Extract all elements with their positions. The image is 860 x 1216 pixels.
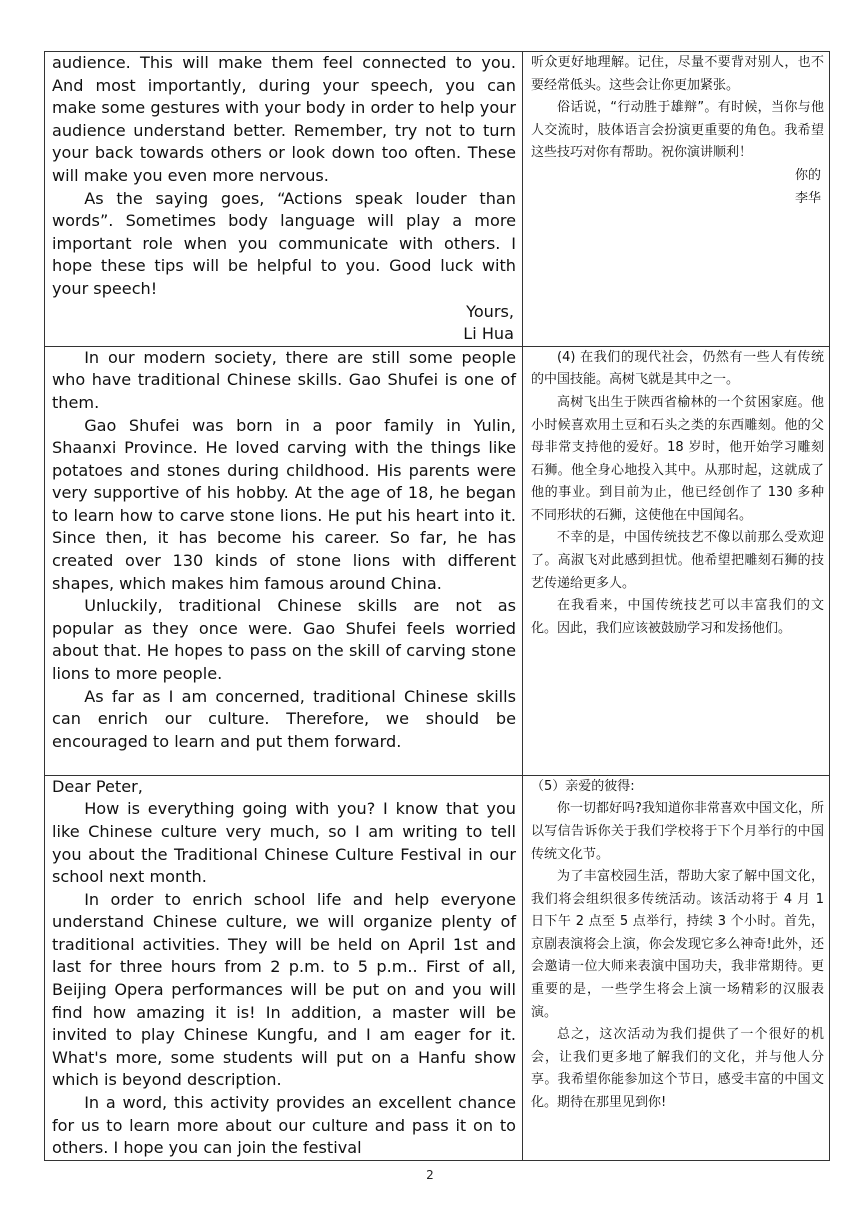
english-salutation: Dear Peter, — [52, 776, 143, 796]
english-paragraph: audience. This will make them feel connected to you. And most importantly, during your speech, you can make some gestures with your body in order to help your audience understand better. Remember, try not to turn your back towards others or look down too often. These will make you even more nervous. — [52, 53, 516, 185]
chinese-paragraph: 总之，这次活动为我们提供了一个很好的机会，让我们更多地了解我们的文化，并与他人分享。我希望你能参加这个节日，感受丰富的中国文化。期待在那里见到你! — [531, 1027, 824, 1111]
chinese-cell — [523, 346, 830, 775]
english-paragraph: As the saying goes, “Actions speak louder than words”. Sometimes body language will play a more important role when you communicate with others. I hope these tips will be helpful to you. Good luck with your speech! — [52, 188, 516, 298]
chinese-closing: 你的 — [794, 167, 821, 183]
chinese-paragraph: 为了丰富校园生活，帮助大家了解中国文化，我们将会组织很多传统活动。该活动将于 4 月 1 日下午 2 点至 5 点举行，持续 3 个小时。首先，京剧表演将会上演，你会发现它多么神奇!此外，还会邀请一位大师来表演中国功夫，我非常期待。更重要的是，一些学生将会上演一场精彩的汉服表演。 — [531, 869, 824, 1020]
english-paragraph: As far as I am concerned, traditional Chinese skills can enrich our culture. Therefore, we should be encouraged to learn and put them forward. — [52, 686, 516, 751]
english-cell — [45, 346, 523, 775]
bilingual-essay-table — [44, 51, 830, 1161]
english-paragraph: How is everything going with you? I know that you like Chinese culture very much, so I am writing to tell you about the Traditional Chinese Culture Festival in our school next month. — [52, 799, 516, 887]
chinese-paragraph: 听众更好地理解。记住，尽量不要背对别人，也不要经常低头。这些会让你更加紧张。 — [531, 55, 824, 93]
english-paragraph: In order to enrich school life and help everyone understand Chinese culture, we will organize plenty of traditional activities. They will be held on April 1st and last for three hours from 2 p.m. to 5 p.m.. First of all, Beijing Opera performances will be put on and you will find how amazing it is! In addition, a master will be invited to play Chinese Kungfu, and I am eager for it. What's more, some students will put on a Hanfu show which is beyond description. — [52, 889, 516, 1090]
chinese-cell — [523, 775, 830, 1160]
chinese-cell — [523, 52, 830, 347]
english-signature: Li Hua — [463, 324, 514, 344]
table-row — [45, 346, 830, 775]
table-row — [45, 775, 830, 1160]
english-paragraph: Unluckily, traditional Chinese skills are not as popular as they once were. Gao Shufei feels worried about that. He hopes to pass on the skill of carving stone lions to more people. — [52, 596, 516, 684]
english-paragraph: In our modern society, there are still some people who have traditional Chinese skills. Gao Shufei is one of them. — [52, 347, 516, 412]
chinese-paragraph: (4) 在我们的现代社会，仍然有一些人有传统的中国技能。高树飞就是其中之一。 — [531, 349, 824, 388]
page-number: 2 — [426, 1168, 434, 1182]
english-paragraph: Gao Shufei was born in a poor family in Yulin, Shaanxi Province. He loved carving with the things like potatoes and stones during childhood. His parents were very supportive of his hobby. At the age of 18, he began to learn how to carve stone lions. He put his heart into it. Since then, it has become his career. So far, he has created over 130 kinds of stone lions with different shapes, which makes him famous around China. — [52, 415, 516, 593]
chinese-paragraph: 不幸的是，中国传统技艺不像以前那么受欢迎了。高淑飞对此感到担忧。他希望把雕刻石狮的技艺传递给更多人。 — [531, 530, 824, 591]
english-closing: Yours, — [466, 301, 514, 321]
english-paragraph: In a word, this activity provides an excellent chance for us to learn more about our culture and pass it on to others. I hope you can join the festival — [52, 1093, 516, 1158]
chinese-salutation: （5）亲爱的彼得: — [531, 778, 635, 794]
chinese-paragraph: 高树飞出生于陕西省榆林的一个贫困家庭。他小时候喜欢用土豆和石头之类的东西雕刻。他的父母非常支持他的爱好。18 岁时，他开始学习雕刻石狮。他全身心地投入其中。从那时起，这就成了他的事业。到目前为止，他已经创作了 130 多种不同形状的石狮，这使他在中国闻名。 — [531, 394, 824, 523]
english-cell — [45, 52, 523, 347]
table-row — [45, 52, 830, 347]
chinese-paragraph: 俗话说，“行动胜于雄辩”。有时候，当你与他人交流时，肢体语言会扮演更重要的角色。我希望这些技巧对你有帮助。祝你演讲顺利！ — [531, 100, 824, 161]
chinese-signature: 李华 — [794, 190, 821, 206]
chinese-paragraph: 在我看来，中国传统技艺可以丰富我们的文化。因此，我们应该被鼓励学习和发扬他们。 — [531, 598, 824, 636]
chinese-paragraph: 你一切都好吗?我知道你非常喜欢中国文化，所以写信告诉你关于我们学校将于下个月举行的中国传统文化节。 — [531, 801, 824, 862]
english-cell — [45, 775, 523, 1160]
